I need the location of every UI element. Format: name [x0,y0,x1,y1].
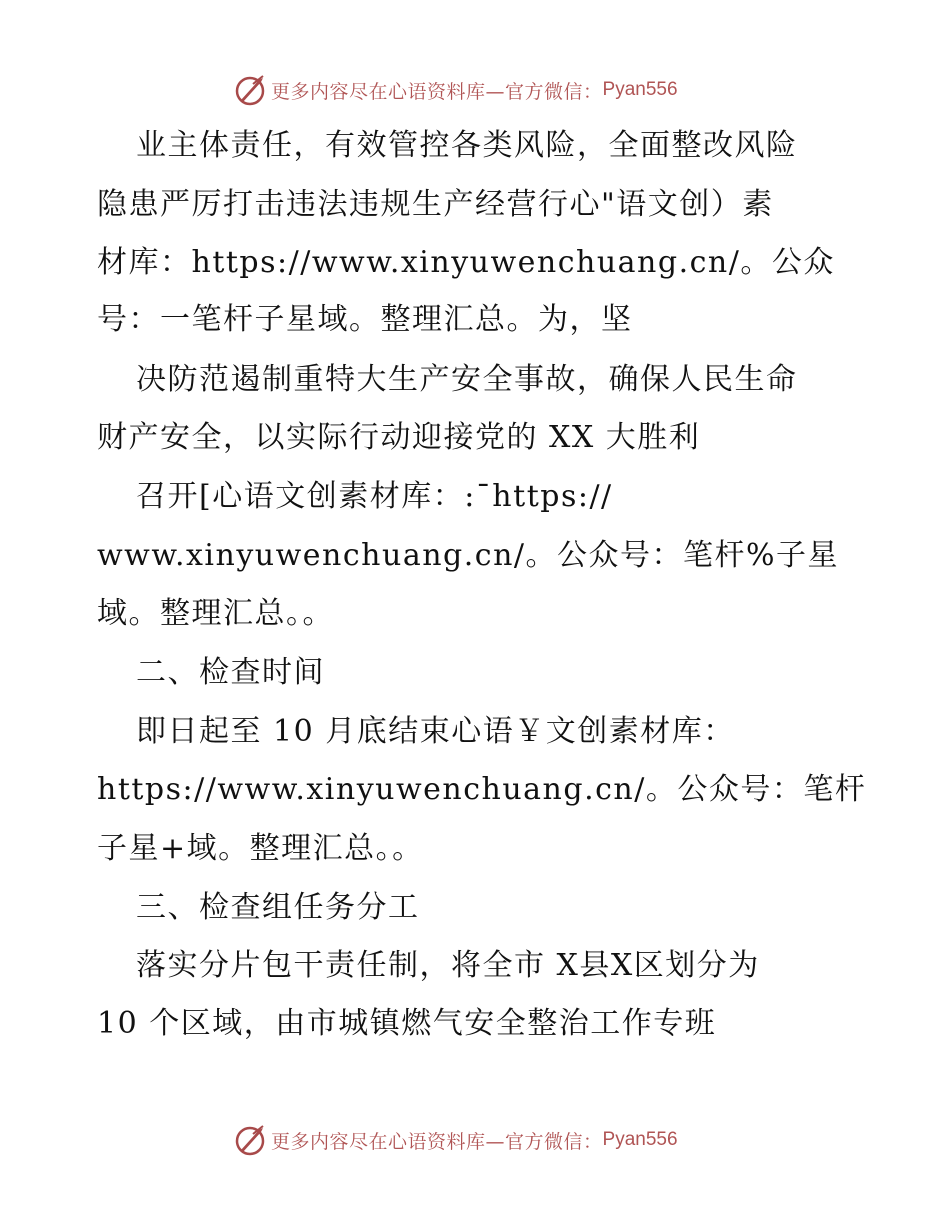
paragraph-line: 号：一笔杆子星域。整理汇总。为，坚 [97,302,633,337]
paragraph-line: 隐患严厉打击违法违规生产经营行心"语文创）素 [97,187,774,222]
footer-watermark-banner [0,1120,950,1160]
paragraph-line: 子星+域。整理汇总。。 [97,831,424,866]
paragraph-line: 财产安全，以实际行动迎接党的 XX 大胜利 [97,420,701,455]
paragraph-line: 10 个区域，由市城镇燃气安全整治工作专班 [97,1006,717,1041]
section-heading: 三、检查组任务分工 [136,890,420,925]
paragraph-line: www.xinyuwenchuang.cn/。公众号：笔杆%子星 [97,538,839,573]
paragraph-line: 落实分片包干责任制，将全市 X县X区划分为 [136,948,760,983]
quill-logo-icon [233,72,269,108]
paragraph-line: 即日起至 10 月底结束心语￥文创素材库： [136,714,735,749]
quill-logo-icon [233,1122,269,1158]
paragraph-line: 域。整理汇总。。 [97,596,334,631]
paragraph-line: 决防范遏制重特大生产安全事故，确保人民生命 [136,362,798,397]
paragraph-line: 业主体责任，有效管控各类风险，全面整改风险 [136,128,798,163]
watermark-wechat-handle: Pyan556 [602,79,678,100]
watermark-wechat-handle: Pyan556 [602,1129,678,1150]
header-watermark-banner [0,70,950,110]
paragraph-line: 材库：https://www.xinyuwenchuang.cn/。公众 [97,245,835,280]
watermark-text: 更多内容尽在心语资料库—官方微信： [271,80,603,103]
paragraph-line: https://www.xinyuwenchuang.cn/。公众号：笔杆 [97,772,867,807]
section-heading: 二、检查时间 [136,655,325,690]
paragraph-line: 召开[心语文创素材库：:¯https:// [136,479,613,514]
watermark-text: 更多内容尽在心语资料库—官方微信： [271,1130,603,1153]
